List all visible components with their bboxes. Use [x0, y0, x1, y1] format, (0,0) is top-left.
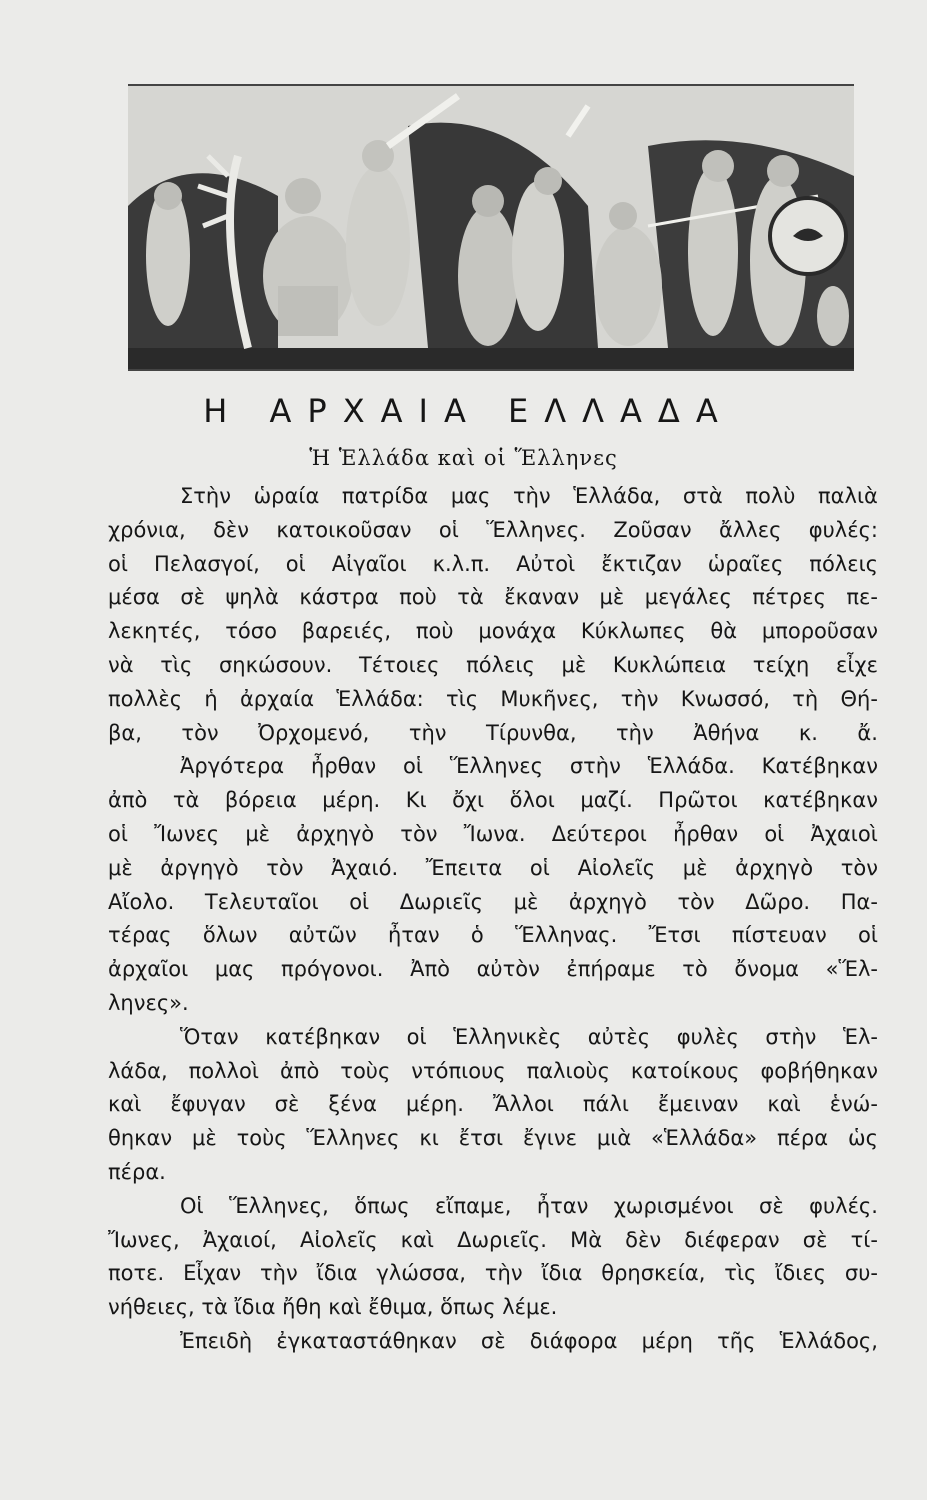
word: φοβήθηκαν: [760, 1058, 878, 1083]
word: εἴπαμε,: [435, 1193, 512, 1218]
word: Εἶχαν: [183, 1261, 242, 1286]
text-line: [108, 649, 878, 683]
word: θὰ: [710, 619, 738, 644]
word: ἀρχηγὸ: [735, 855, 814, 880]
word: Κι: [405, 788, 427, 813]
word: πόλεις: [809, 551, 878, 576]
word: τόσο: [225, 619, 277, 644]
body-text: [108, 480, 878, 1359]
word: Πρῶτοι: [658, 788, 738, 813]
word: ποτε.: [108, 1261, 165, 1286]
word: μὲ: [561, 652, 587, 677]
word: ἔφυγαν: [170, 1092, 246, 1117]
text-line: [108, 750, 878, 784]
word: Αἴολο.: [108, 889, 175, 914]
word: καὶ: [400, 1227, 434, 1252]
word: κατέβηκαν: [265, 1024, 381, 1049]
word: κατέβηκαν: [763, 788, 878, 813]
word: ἦρθαν: [311, 754, 377, 779]
word: τὶς: [446, 686, 479, 711]
word: Ἔπειτα: [425, 855, 503, 880]
word: Τίρυνθα,: [486, 720, 577, 745]
word: τοὺς: [340, 1058, 391, 1083]
word: συ-: [844, 1261, 878, 1286]
text-line: [108, 1190, 878, 1224]
word: μαζί.: [580, 788, 633, 813]
word: ἔκτιζαν: [601, 551, 682, 576]
text-line: [108, 548, 878, 582]
word: ὡραία: [253, 484, 320, 508]
word: τί-: [850, 1227, 878, 1252]
word: τοὺς: [236, 1126, 287, 1151]
word: κ.: [798, 720, 818, 745]
word: τὴν: [408, 720, 447, 745]
word: γλώσσα,: [376, 1261, 466, 1286]
word: παλιὰ: [818, 484, 878, 508]
text-line: [108, 1021, 878, 1055]
text-line: πέρα.: [108, 1159, 166, 1184]
word: Ἑλληνικὲς: [453, 1024, 562, 1049]
word: Ζοῦσαν: [613, 517, 692, 542]
word: Ἕλληνες: [306, 1126, 400, 1151]
word: ντόπιους: [411, 1058, 506, 1083]
word: Ἑλλάδα.: [647, 754, 735, 779]
word: Ἑλ-: [843, 1024, 878, 1049]
text-line: [108, 1088, 878, 1122]
word: Κυκλώπεια: [612, 652, 727, 677]
word: μὲ: [108, 855, 133, 880]
word: ἦταν: [536, 1193, 589, 1218]
word: πίστευαν: [731, 923, 827, 948]
text-line: [108, 514, 878, 548]
word: Ἑλλάδα:: [336, 686, 424, 711]
text-line: νήθειες, τὰ ἴδια ἤθη καὶ ἔθιμα, ὅπως λέμε.: [108, 1295, 558, 1320]
word: ἔτσι: [458, 1126, 504, 1151]
word: ὅλοι: [509, 788, 555, 813]
word: τέρας: [108, 923, 172, 948]
text-line: [108, 1325, 878, 1359]
word: ἐγκαταστάθηκαν: [276, 1328, 457, 1353]
word: Ἀργότερα: [180, 754, 285, 779]
word: ὡς: [847, 1126, 878, 1151]
word: τείχη: [752, 652, 810, 677]
word: οἱ: [406, 1024, 427, 1049]
word: παλιοὺς: [526, 1058, 610, 1083]
word: ἀρχηγὸ: [296, 821, 375, 846]
word: ὡραῖες: [707, 551, 784, 576]
word: πρόγονοι.: [281, 957, 384, 982]
word: Στὴν: [180, 484, 231, 508]
word: ἀρχηγὸ: [568, 889, 647, 914]
word: Ἴωνα.: [463, 821, 526, 846]
text-line: ληνες».: [108, 990, 189, 1015]
word: ἔμειναν: [657, 1092, 739, 1117]
word: ψηλὰ: [225, 585, 279, 610]
word: Ἀπὸ: [410, 957, 450, 982]
word: ἀρχαῖοι: [108, 957, 189, 982]
word: Δωριεῖς: [399, 889, 483, 914]
word: ἐπήραμε: [566, 957, 656, 982]
word: νὰ: [108, 652, 134, 677]
word: πέτρες: [752, 585, 826, 610]
word: ἀρχαία: [239, 686, 315, 711]
word: μέσα: [108, 585, 160, 610]
word: Ὀρχομενό,: [258, 720, 370, 745]
word: σὲ: [802, 1227, 828, 1252]
word: τὸν: [181, 720, 219, 745]
text-line: [108, 717, 878, 751]
word: μὲ: [682, 855, 708, 880]
word: μιὰ: [596, 1126, 632, 1151]
word: Ἀχαιό.: [331, 855, 399, 880]
word: πατρίδα: [341, 484, 429, 508]
word: Μυκῆνες,: [500, 686, 599, 711]
text-line: [108, 581, 878, 615]
text-line: [108, 818, 878, 852]
chapter-title: Η ΑΡΧΑΙΑ ΕΛΛΑΔΑ: [203, 392, 734, 430]
word: πολλοὶ: [188, 1058, 259, 1083]
word: οἱ: [764, 821, 785, 846]
word: Δεύτεροι: [551, 821, 647, 846]
word: φυλές.: [809, 1193, 878, 1218]
text-line: [108, 852, 878, 886]
word: ὁ: [470, 923, 484, 948]
word: Ἴωνες,: [108, 1227, 180, 1252]
word: Πα-: [840, 889, 878, 914]
vase-painting-image: [128, 86, 854, 369]
word: διέφεραν: [684, 1227, 780, 1252]
word: αὐτὲς: [587, 1024, 651, 1049]
word: πε-: [846, 585, 878, 610]
word: Ἕλληνες: [449, 754, 543, 779]
word: λάδα,: [108, 1058, 168, 1083]
word: σηκώσουν.: [219, 652, 333, 677]
word: εἶχε: [836, 652, 878, 677]
word: ἴδια: [316, 1261, 358, 1286]
word: ὅπως: [354, 1193, 410, 1218]
word: σὲ: [180, 585, 205, 610]
word: «Ἕλ-: [825, 957, 878, 982]
word: τὰ: [172, 788, 200, 813]
word: ποὺ: [399, 585, 437, 610]
word: ἀπὸ: [108, 788, 148, 813]
word: αὐτὸν: [476, 957, 540, 982]
word: χωρισμένοι: [613, 1193, 734, 1218]
text-line: [108, 1257, 878, 1291]
word: Πελασγοί,: [153, 551, 260, 576]
text-line: [108, 1122, 878, 1156]
text-line: [108, 886, 878, 920]
text-line: [108, 1224, 878, 1258]
word: πάλι: [582, 1092, 629, 1117]
word: Ἕλληνες.: [486, 517, 586, 542]
word: Ἑλλάδα,: [573, 484, 661, 508]
word: μεγάλες: [644, 585, 732, 610]
word: Μὰ: [570, 1227, 603, 1252]
text-line: [108, 615, 878, 649]
word: Ἴωνες: [154, 821, 220, 846]
word: δὲν: [625, 1227, 662, 1252]
word: οἱ: [285, 551, 306, 576]
word: τὸν: [677, 889, 715, 914]
word: Θή-: [840, 686, 878, 711]
word: ἀπὸ: [279, 1058, 320, 1083]
word: Οἱ: [180, 1193, 204, 1218]
word: οἱ: [403, 754, 423, 779]
word: Ἕλληνες,: [229, 1193, 329, 1218]
word: οἱ: [858, 923, 878, 948]
word: Δωριεῖς.: [457, 1227, 547, 1252]
text-line: [108, 953, 878, 987]
word: τὸν: [400, 821, 438, 846]
word: τὸν: [840, 855, 878, 880]
word: ὄχι: [452, 788, 485, 813]
word: οἱ: [529, 855, 550, 880]
word: οἱ: [438, 517, 459, 542]
word: ἔγινε: [523, 1126, 577, 1151]
word: Αὐτοὶ: [516, 551, 576, 576]
word: ὅλων: [202, 923, 258, 948]
chapter-subtitle: Ἡ Ἑλλάδα καὶ οἱ Ἕλληνες: [309, 446, 618, 470]
word: χρόνια,: [108, 517, 186, 542]
word: πέρα: [776, 1126, 829, 1151]
word: οἱ: [108, 821, 128, 846]
text-line: [108, 784, 878, 818]
word: μας: [450, 484, 491, 508]
word: βόρεια: [224, 788, 297, 813]
word: τὴν: [260, 1261, 298, 1286]
word: πόλεις: [466, 652, 535, 677]
text-line: [108, 1055, 878, 1089]
word: Ἀθήνα: [693, 720, 760, 745]
word: καὶ: [767, 1092, 801, 1117]
word: τὴν: [512, 484, 551, 508]
word: κ.λ.π.: [432, 551, 491, 576]
word: ἡ: [204, 686, 218, 711]
word: δὲν: [213, 517, 249, 542]
word: ἀργηγὸ: [160, 855, 239, 880]
word: μέρη.: [322, 788, 381, 813]
word: Ὅταν: [180, 1024, 239, 1049]
word: Ἀχαιοί,: [202, 1227, 277, 1252]
word: Τελευταῖοι: [204, 889, 319, 914]
word: Ἑλλάδος,: [779, 1328, 878, 1353]
word: μας: [214, 957, 255, 982]
word: μὲ: [599, 585, 625, 610]
word: τὴ: [792, 686, 819, 711]
word: τὸν: [266, 855, 304, 880]
word: στὴν: [569, 754, 621, 779]
word: ἔκαναν: [504, 585, 580, 610]
word: μποροῦσαν: [761, 619, 878, 644]
word: κατοικοῦσαν: [276, 517, 412, 542]
word: ἴδιες: [775, 1261, 827, 1286]
word: στὴν: [765, 1024, 817, 1049]
word: τὶς: [724, 1261, 757, 1286]
word: στὰ: [682, 484, 723, 508]
text-line: [108, 480, 878, 514]
word: Αἰολεῖς: [577, 855, 656, 880]
word: τὴν: [620, 686, 659, 711]
word: ἄ.: [857, 720, 878, 745]
word: φυλές:: [808, 517, 878, 542]
word: Ἕλληνας.: [515, 923, 618, 948]
word: Ἐπειδὴ: [180, 1328, 253, 1353]
word: Τέτοιες: [358, 652, 440, 677]
word: τὰ: [457, 585, 484, 610]
word: οἱ: [108, 551, 128, 576]
word: βα,: [108, 720, 142, 745]
word: Ἔτσι: [648, 923, 701, 948]
word: θηκαν: [108, 1126, 173, 1151]
text-line: [108, 683, 878, 717]
word: κατοίκους: [630, 1058, 740, 1083]
word: μὲ: [245, 821, 271, 846]
word: καὶ: [108, 1092, 142, 1117]
word: μονάχα: [478, 619, 557, 644]
word: «Ἑλλάδα»: [651, 1126, 758, 1151]
word: ξένα: [328, 1092, 377, 1117]
word: θρησκεία,: [601, 1261, 706, 1286]
word: σὲ: [274, 1092, 300, 1117]
word: μέρη.: [405, 1092, 464, 1117]
word: μὲ: [513, 889, 539, 914]
word: τὶς: [160, 652, 193, 677]
word: αὐτῶν: [288, 923, 357, 948]
word: πολλὲς: [108, 686, 183, 711]
vase-painting-illustration: [128, 84, 854, 371]
word: τῆς: [717, 1328, 756, 1353]
word: Αἰγαῖοι: [331, 551, 407, 576]
word: λεκητές,: [108, 619, 201, 644]
word: βαρειές,: [301, 619, 392, 644]
word: Κνωσσό,: [680, 686, 770, 711]
word: τὸ: [682, 957, 708, 982]
word: ἦταν: [388, 923, 440, 948]
word: ἴδια: [541, 1261, 583, 1286]
word: σὲ: [480, 1328, 506, 1353]
word: ἦρθαν: [673, 821, 739, 846]
word: σὲ: [759, 1193, 784, 1218]
word: τὴν: [616, 720, 654, 745]
word: Αἰολεῖς: [299, 1227, 378, 1252]
word: Ἀχαιοὶ: [810, 821, 878, 846]
word: κι: [419, 1126, 439, 1151]
word: οἱ: [349, 889, 370, 914]
word: φυλὲς: [676, 1024, 739, 1049]
word: τὴν: [484, 1261, 523, 1286]
word: μέρη: [641, 1328, 693, 1353]
word: ποὺ: [415, 619, 454, 644]
word: ἑνώ-: [829, 1092, 878, 1117]
word: διάφορα: [529, 1328, 618, 1353]
word: Κύκλωπες: [580, 619, 686, 644]
word: Ἄλλοι: [492, 1092, 554, 1117]
word: ὄνομα: [734, 957, 800, 982]
word: ἄλλες: [719, 517, 782, 542]
text-line: [108, 919, 878, 953]
word: πολὺ: [745, 484, 796, 508]
word: Κατέβηκαν: [761, 754, 878, 779]
word: Δῶρο.: [745, 889, 811, 914]
word: μὲ: [191, 1126, 217, 1151]
word: κάστρα: [299, 585, 379, 610]
